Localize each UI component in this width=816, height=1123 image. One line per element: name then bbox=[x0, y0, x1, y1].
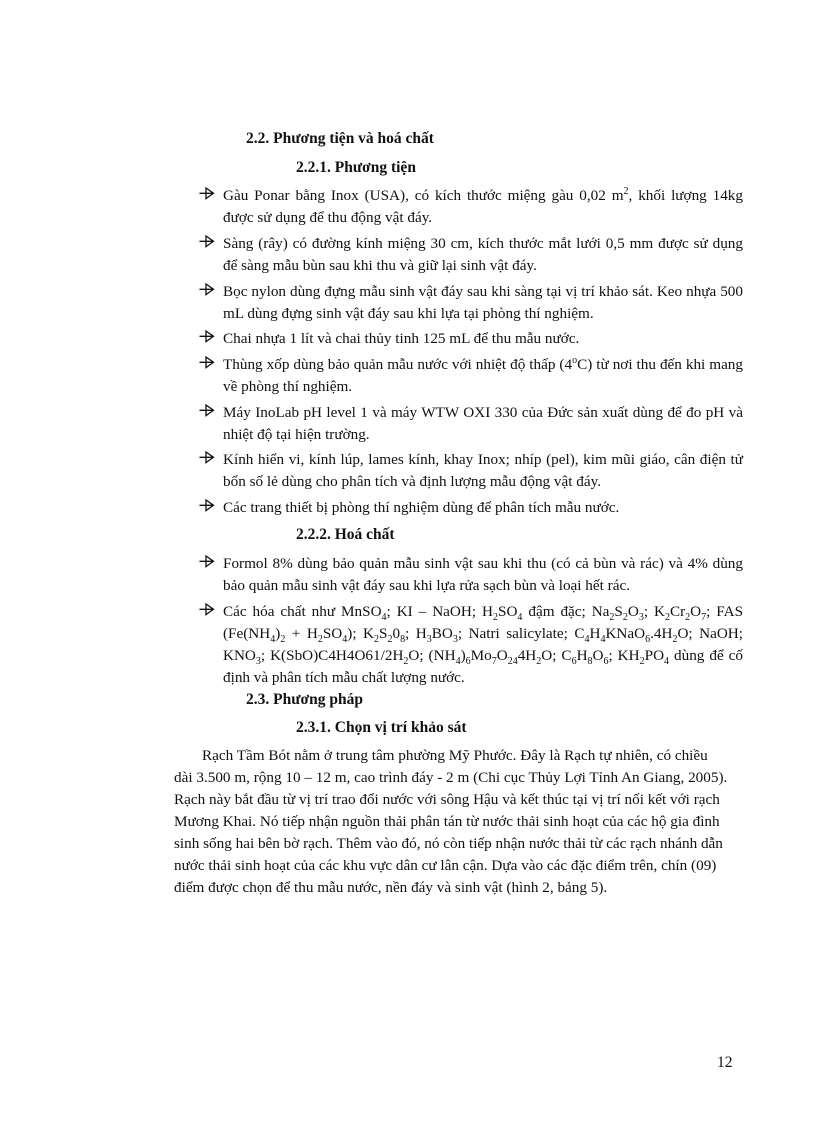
bullet-text: Sàng (rây) có đường kính miệng 30 cm, kích thước mắt lưới 0,5 mm được sử dụng để sàng mẫu bùn sau khi thu và giữ lại sinh vật đáy. bbox=[223, 235, 743, 274]
arrow-bullet-icon bbox=[198, 553, 216, 569]
arrow-bullet-icon bbox=[198, 185, 216, 201]
bullet-item bbox=[198, 233, 743, 277]
subscript: 4 bbox=[455, 656, 461, 668]
paragraph-line: dài 3.500 m, rộng 10 – 12 m, cao trình đáy - 2 m (Chi cục Thủy Lợi Tỉnh An Giang, 2005). bbox=[174, 769, 728, 786]
page-number: 12 bbox=[717, 1054, 733, 1071]
subsection-heading-2-3-1: 2.3.1. Chọn vị trí khảo sát bbox=[296, 719, 467, 736]
bullet-item bbox=[198, 281, 743, 325]
bullet-item bbox=[198, 185, 743, 229]
bullet-text: Chai nhựa 1 lít và chai thủy tinh 125 mL để thu mẫu nước. bbox=[223, 330, 580, 347]
subscript: 2 bbox=[374, 634, 380, 646]
subscript: 2 bbox=[387, 634, 393, 646]
subsection-heading-2-2-1: 2.2.1. Phương tiện bbox=[296, 159, 416, 176]
bullet-text: Gàu Ponar bằng Inox (USA), có kích thước miệng gàu 0,02 $m^2$, khối lượng 14kg được sử dụng để thu động vật đáy. bbox=[223, 185, 743, 226]
bullet-text: Bọc nylon dùng đựng mẫu sinh vật đáy sau khi sàng tại vị trí khảo sát. Keo nhựa 500 mL dùng đựng sinh vật đáy sau khi lựa tại phòng thí nghiệm. bbox=[223, 283, 743, 322]
arrow-bullet-icon bbox=[198, 328, 216, 344]
bullet-item bbox=[198, 601, 743, 689]
subscript: 4 bbox=[584, 634, 590, 646]
subscript: 4 bbox=[600, 634, 606, 646]
body-paragraph bbox=[174, 745, 743, 899]
bullet-item bbox=[198, 402, 743, 446]
subscript: 2 bbox=[280, 634, 286, 646]
paragraph-line: Rạch Tầm Bót nằm ở trung tâm phường Mỹ Phước. Đây là Rạch tự nhiên, có chiều bbox=[202, 747, 708, 764]
subscript: 4 bbox=[517, 612, 523, 624]
subscript: 2 bbox=[493, 612, 498, 624]
paragraph-line: Rạch này bắt đầu từ vị trí trao đổi nước với sông Hậu và kết thúc tại vị trí nối kết với rạch bbox=[174, 791, 720, 808]
subscript: 2 bbox=[672, 634, 678, 646]
subscript: 3 bbox=[255, 656, 261, 668]
subscript: 3 bbox=[638, 612, 644, 624]
subscript: 2 bbox=[403, 656, 409, 668]
subscript: 7 bbox=[701, 612, 707, 624]
bullet-text: Các hóa chất như MnSO$_4$; KI – NaOH; $H_2SO_4$ đậm đặc; $Na_2S_2O_3$; $K_2Cr_2O_7$; FAS $(Fe(NH_4)_2 + H_2SO_4)$; $K_2S_20_8$; $H_3BO_3$; Natri salicylate; $C_4H_4KNaO_6.4H_2O$; NaOH; $KNO_3$; $K(SbO)C4H4O61/2H_2O$; $(NH_4)_6Mo_7O_{24}4H_2O$; $C_6H_8O_6$; $KH_2PO_4$ dùng để cố định và phân tích mẫu chất lượng nước. bbox=[223, 603, 744, 686]
bullet-item bbox=[198, 497, 743, 519]
subscript: 2 bbox=[609, 612, 615, 624]
arrow-bullet-icon bbox=[198, 233, 216, 249]
subscript: 4 bbox=[381, 612, 387, 624]
subscript: 2 bbox=[622, 612, 628, 624]
bullet-text: Kính hiển vi, kính lúp, lames kính, khay Inox; nhíp (pel), kim mũi giáo, cân điện tử bốn số lẻ dùng cho phân tích và định lượng mẫu động vật đáy. bbox=[223, 451, 743, 490]
arrow-bullet-icon bbox=[198, 497, 216, 513]
subscript: 8 bbox=[400, 634, 406, 646]
bullet-item bbox=[198, 328, 743, 350]
bullet-item bbox=[198, 354, 743, 398]
bullet-item bbox=[198, 553, 743, 597]
subscript: 6 bbox=[645, 634, 651, 646]
subscript: 2 bbox=[664, 612, 670, 624]
paragraph-line: nước thải sinh hoạt của các khu vực dân cư lân cận. Dựa vào các đặc điểm trên, chín (09) bbox=[174, 857, 717, 874]
paragraph-line: điểm được chọn để thu mẫu nước, nền đáy và sinh vật (hình 2, bảng 5). bbox=[174, 879, 608, 896]
arrow-bullet-icon bbox=[198, 402, 216, 418]
subscript: 4 bbox=[270, 634, 276, 646]
subscript: 4 bbox=[664, 656, 670, 668]
subscript: 3 bbox=[426, 634, 432, 646]
bullet-text: Máy InoLab pH level 1 và máy WTW OXI 330 của Đức sản xuất dùng để đo pH và nhiệt độ tại hiện trường. bbox=[223, 404, 743, 443]
paragraph-line: sinh sống hai bên bờ rạch. Thêm vào đó, nó còn tiếp nhận nước thải từ các rạch nhánh dẫn bbox=[174, 835, 723, 852]
subscript: 2 bbox=[536, 656, 542, 668]
subscript: 2 bbox=[685, 612, 691, 624]
bullet-text: Formol 8% dùng bảo quản mẫu sinh vật sau khi thu (có cả bùn và rác) và 4% dùng bảo quản mẫu sinh vật đáy sau khi lựa rửa sạch bùn và loại hết rác. bbox=[223, 555, 743, 594]
bullet-text: Các trang thiết bị phòng thí nghiệm dùng để phân tích mẫu nước. bbox=[223, 499, 620, 516]
subscript: 24 bbox=[507, 656, 518, 668]
subscript: 4 bbox=[342, 634, 348, 646]
bullet-item bbox=[198, 449, 743, 493]
arrow-bullet-icon bbox=[198, 601, 216, 617]
subsection-heading-2-2-2: 2.2.2. Hoá chất bbox=[296, 526, 395, 543]
subscript: 3 bbox=[452, 634, 458, 646]
arrow-bullet-icon bbox=[198, 354, 216, 370]
subscript: 2 bbox=[639, 656, 645, 668]
superscript: 2 bbox=[623, 185, 629, 197]
superscript: o bbox=[572, 354, 578, 366]
subscript: 6 bbox=[465, 656, 471, 668]
section-heading-2-3: 2.3. Phương pháp bbox=[246, 691, 363, 708]
paragraph-line: Mương Khai. Nó tiếp nhận nguồn thải phân tán từ nước thải sinh hoạt của các hộ gia đình bbox=[174, 813, 720, 830]
arrow-bullet-icon bbox=[198, 281, 216, 297]
subscript: 7 bbox=[491, 656, 497, 668]
arrow-bullet-icon bbox=[198, 449, 216, 465]
bullet-text: Thùng xốp dùng bảo quản mẫu nước với nhiệt độ thấp (4$^o$C) từ nơi thu đến khi mang về phòng thí nghiệm. bbox=[223, 354, 743, 395]
subscript: 2 bbox=[317, 634, 323, 646]
subscript: 6 bbox=[603, 656, 609, 668]
subscript: 8 bbox=[587, 656, 593, 668]
section-heading-2-2: 2.2. Phương tiện và hoá chất bbox=[246, 130, 434, 147]
subscript: 6 bbox=[571, 656, 577, 668]
